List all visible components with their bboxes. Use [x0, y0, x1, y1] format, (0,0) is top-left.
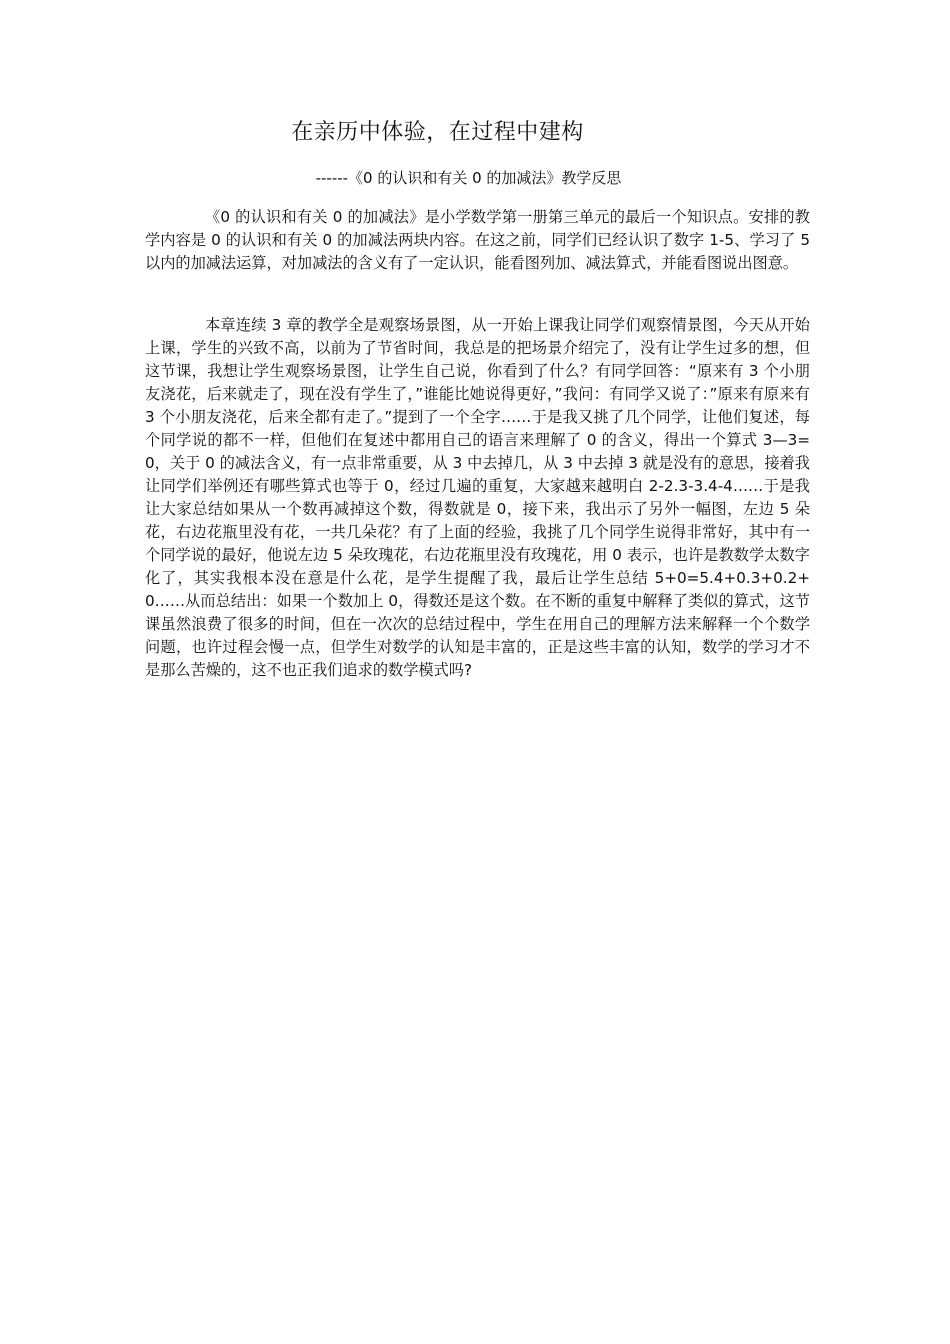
- document-subtitle: ------《0 的认识和有关 0 的加减法》教学反思: [315, 169, 622, 187]
- body-paragraph-2: 本章连续 3 章的教学全是观察场景图，从一开始上课我让同学们观察情景图，今天从开始上课，学生的兴致不高，以前为了节省时间，我总是的把场景介绍完了，没有让学生过多的想，但这节课，我想让学生观察场景图，让学生自己说，你看到了什么？有同学回答：“原来有 3 个小朋友浇花，后来就走了，现在没有学生了，”谁能比她说得更好，”我问：有同学又说了：”原来有原来有 3 个小朋友浇花，后来全都有走了。”提到了一个全字……于是我又挑了几个同学，让他们复述，每个同学说的都不一样，但他们在复述中都用自己的语言来理解了 0 的含义，得出一个算式 3—3=0，关于 0 的减法含义，有一点非常重要，从 3 中去掉几，从 3 中去掉 3 就是没有的意思，接着我让同学们举例还有哪些算式也等于 0，经过几遍的重复，大家越来越明白 2-2.3-3.4-4……于是我让大家总结如果从一个数再减掉这个数，得数就是 0，接下来，我出示了另外一幅图，左边 5 朵花，右边花瓶里没有花，一共几朵花？有了上面的经验，我挑了几个同学生说得非常好，其中有一个同学说的最好，他说左边 5 朵玫瑰花，右边花瓶里没有玫瑰花，用 0 表示，也许是教数学太数字化了，其实我根本没在意是什么花，是学生提醒了我，最后让学生总结 5+0=5.4+0.3+0.2+0……从而总结出：如果一个数加上 0，得数还是这个数。在不断的重复中解释了类似的算式，这节课虽然浪费了很多的时间，但在一次次的总结过程中，学生在用自己的理解方法来解释一个个数学问题，也许过程会慢一点，但学生对数学的认知是丰富的，正是这些丰富的认知，数学的学习才不是那么苦燥的，这不也正我们追求的数学模式吗?: [145, 316, 810, 679]
- document-title: 在亲历中体验，在过程中建构: [291, 120, 584, 145]
- body-paragraph-1: 《0 的认识和有关 0 的加减法》是小学数学第一册第三单元的最后一个知识点。安排的教学内容是 0 的认识和有关 0 的加减法两块内容。在这之前，同学们已经认识了数字 1-5、学习了 5 以内的加减法运算，对加减法的含义有了一定认识，能看图列加、减法算式，并能看图说出图意。: [145, 208, 810, 272]
